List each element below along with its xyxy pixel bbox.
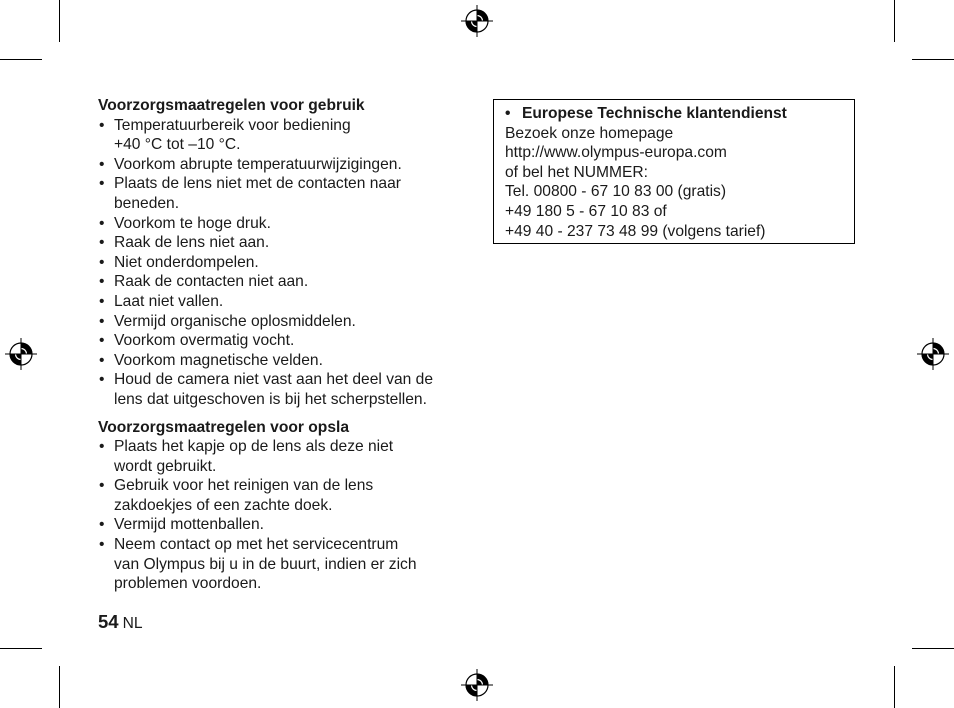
list-item xyxy=(98,312,468,332)
bullet: • xyxy=(99,234,105,252)
bullet: • xyxy=(99,253,105,271)
list-item xyxy=(98,351,468,371)
usage-precautions-section xyxy=(98,96,468,410)
list-item-line: +40 °C tot –10 °C. xyxy=(114,136,241,154)
usage-precautions-title: Voorzorgsmaatregelen voor gebruik xyxy=(98,97,365,114)
usage-precautions-list xyxy=(98,116,468,410)
list-item-line: lens dat uitgeschoven is bij het scherpstellen. xyxy=(114,390,427,408)
list-item-line: Vermijd organische oplosmiddelen. xyxy=(114,312,356,330)
list-item xyxy=(98,116,468,155)
crop-mark-top-right-horizontal xyxy=(912,59,954,60)
bullet: • xyxy=(99,371,105,389)
page-number: 54 xyxy=(98,611,119,632)
registration-mark-left-icon xyxy=(4,337,38,371)
list-item-line: Voorkom magnetische velden. xyxy=(114,351,323,369)
list-item-line: Plaats het kapje op de lens als deze niet xyxy=(114,438,394,456)
customer-service-heading xyxy=(505,104,854,124)
left-column xyxy=(98,96,468,594)
list-item-line: Raak de contacten niet aan. xyxy=(114,273,309,291)
registration-mark-bottom-icon xyxy=(460,668,494,702)
homepage-url: http://www.olympus-europa.com xyxy=(505,144,727,162)
registration-mark-top-icon xyxy=(460,4,494,38)
crop-mark-bottom-right-horizontal xyxy=(912,648,954,649)
list-item xyxy=(98,155,468,175)
list-item-line: Temperatuurbereik voor bediening xyxy=(114,116,351,134)
bullet: • xyxy=(505,105,511,122)
homepage-label: Bezoek onze homepage xyxy=(505,124,674,142)
bullet: • xyxy=(99,536,105,554)
list-item-line: Plaats de lens niet met de contacten naar xyxy=(114,175,401,193)
bullet: • xyxy=(99,332,105,350)
bullet: • xyxy=(99,292,105,310)
call-number-label: of bel het NUMMER: xyxy=(505,163,648,181)
list-item-line: Houd de camera niet vast aan het deel van de xyxy=(114,371,434,389)
list-item-line: Gebruik voor het reinigen van de lens xyxy=(114,477,374,495)
phone-alt-2: +49 40 - 237 73 48 99 (volgens tarief) xyxy=(505,222,766,240)
bullet: • xyxy=(99,214,105,232)
list-item-line: wordt gebruikt. xyxy=(114,457,217,475)
crop-mark-top-left-vertical xyxy=(59,0,60,42)
bullet: • xyxy=(99,155,105,173)
crop-mark-top-left-horizontal xyxy=(0,59,42,60)
list-item-line: Voorkom abrupte temperatuurwijzigingen. xyxy=(114,155,402,173)
bullet: • xyxy=(99,273,105,291)
bullet: • xyxy=(99,438,105,456)
list-item xyxy=(98,214,468,234)
storage-precautions-list xyxy=(98,437,468,594)
list-item-line: Neem contact op met het servicecentrum xyxy=(114,536,399,554)
list-item xyxy=(98,515,468,535)
language-code: NL xyxy=(122,615,143,632)
list-item xyxy=(98,476,468,515)
crop-mark-bottom-right-vertical xyxy=(894,666,895,708)
storage-precautions-section xyxy=(98,418,468,594)
list-item-line: Laat niet vallen. xyxy=(114,292,224,310)
customer-service-heading-text: Europese Technische klantendienst xyxy=(522,105,787,122)
phone-free: Tel. 00800 - 67 10 83 00 (gratis) xyxy=(505,183,727,201)
list-item xyxy=(98,331,468,351)
list-item xyxy=(98,437,468,476)
bullet: • xyxy=(99,477,105,495)
list-item-line: Vermijd mottenballen. xyxy=(114,516,264,534)
list-item-line: problemen voordoen. xyxy=(114,575,262,593)
bullet: • xyxy=(99,351,105,369)
list-item xyxy=(98,233,468,253)
page-footer xyxy=(98,611,143,633)
customer-service-box xyxy=(493,99,855,244)
phone-alt-1: +49 180 5 - 67 10 83 of xyxy=(505,202,667,220)
list-item-line: zakdoekjes of een zachte doek. xyxy=(114,496,333,514)
list-item-line: Voorkom overmatig vocht. xyxy=(114,332,295,350)
storage-precautions-title: Voorzorgsmaatregelen voor opsla xyxy=(98,418,350,436)
bullet: • xyxy=(99,116,105,134)
list-item xyxy=(98,253,468,273)
list-item-line: Voorkom te hoge druk. xyxy=(114,214,271,232)
registration-mark-right-icon xyxy=(916,337,950,371)
bullet: • xyxy=(99,516,105,534)
list-item-line: beneden. xyxy=(114,194,180,212)
list-item-line: Niet onderdompelen. xyxy=(114,253,259,271)
list-item xyxy=(98,174,468,213)
list-item-line: Raak de lens niet aan. xyxy=(114,234,270,252)
bullet: • xyxy=(99,312,105,330)
list-item xyxy=(98,292,468,312)
crop-mark-bottom-left-horizontal xyxy=(0,648,42,649)
list-item-line: van Olympus bij u in de buurt, indien er zich xyxy=(114,555,417,573)
crop-mark-top-right-vertical xyxy=(894,0,895,42)
list-item xyxy=(98,370,468,409)
list-item xyxy=(98,535,468,594)
bullet: • xyxy=(99,175,105,193)
list-item xyxy=(98,272,468,292)
crop-mark-bottom-left-vertical xyxy=(59,666,60,708)
